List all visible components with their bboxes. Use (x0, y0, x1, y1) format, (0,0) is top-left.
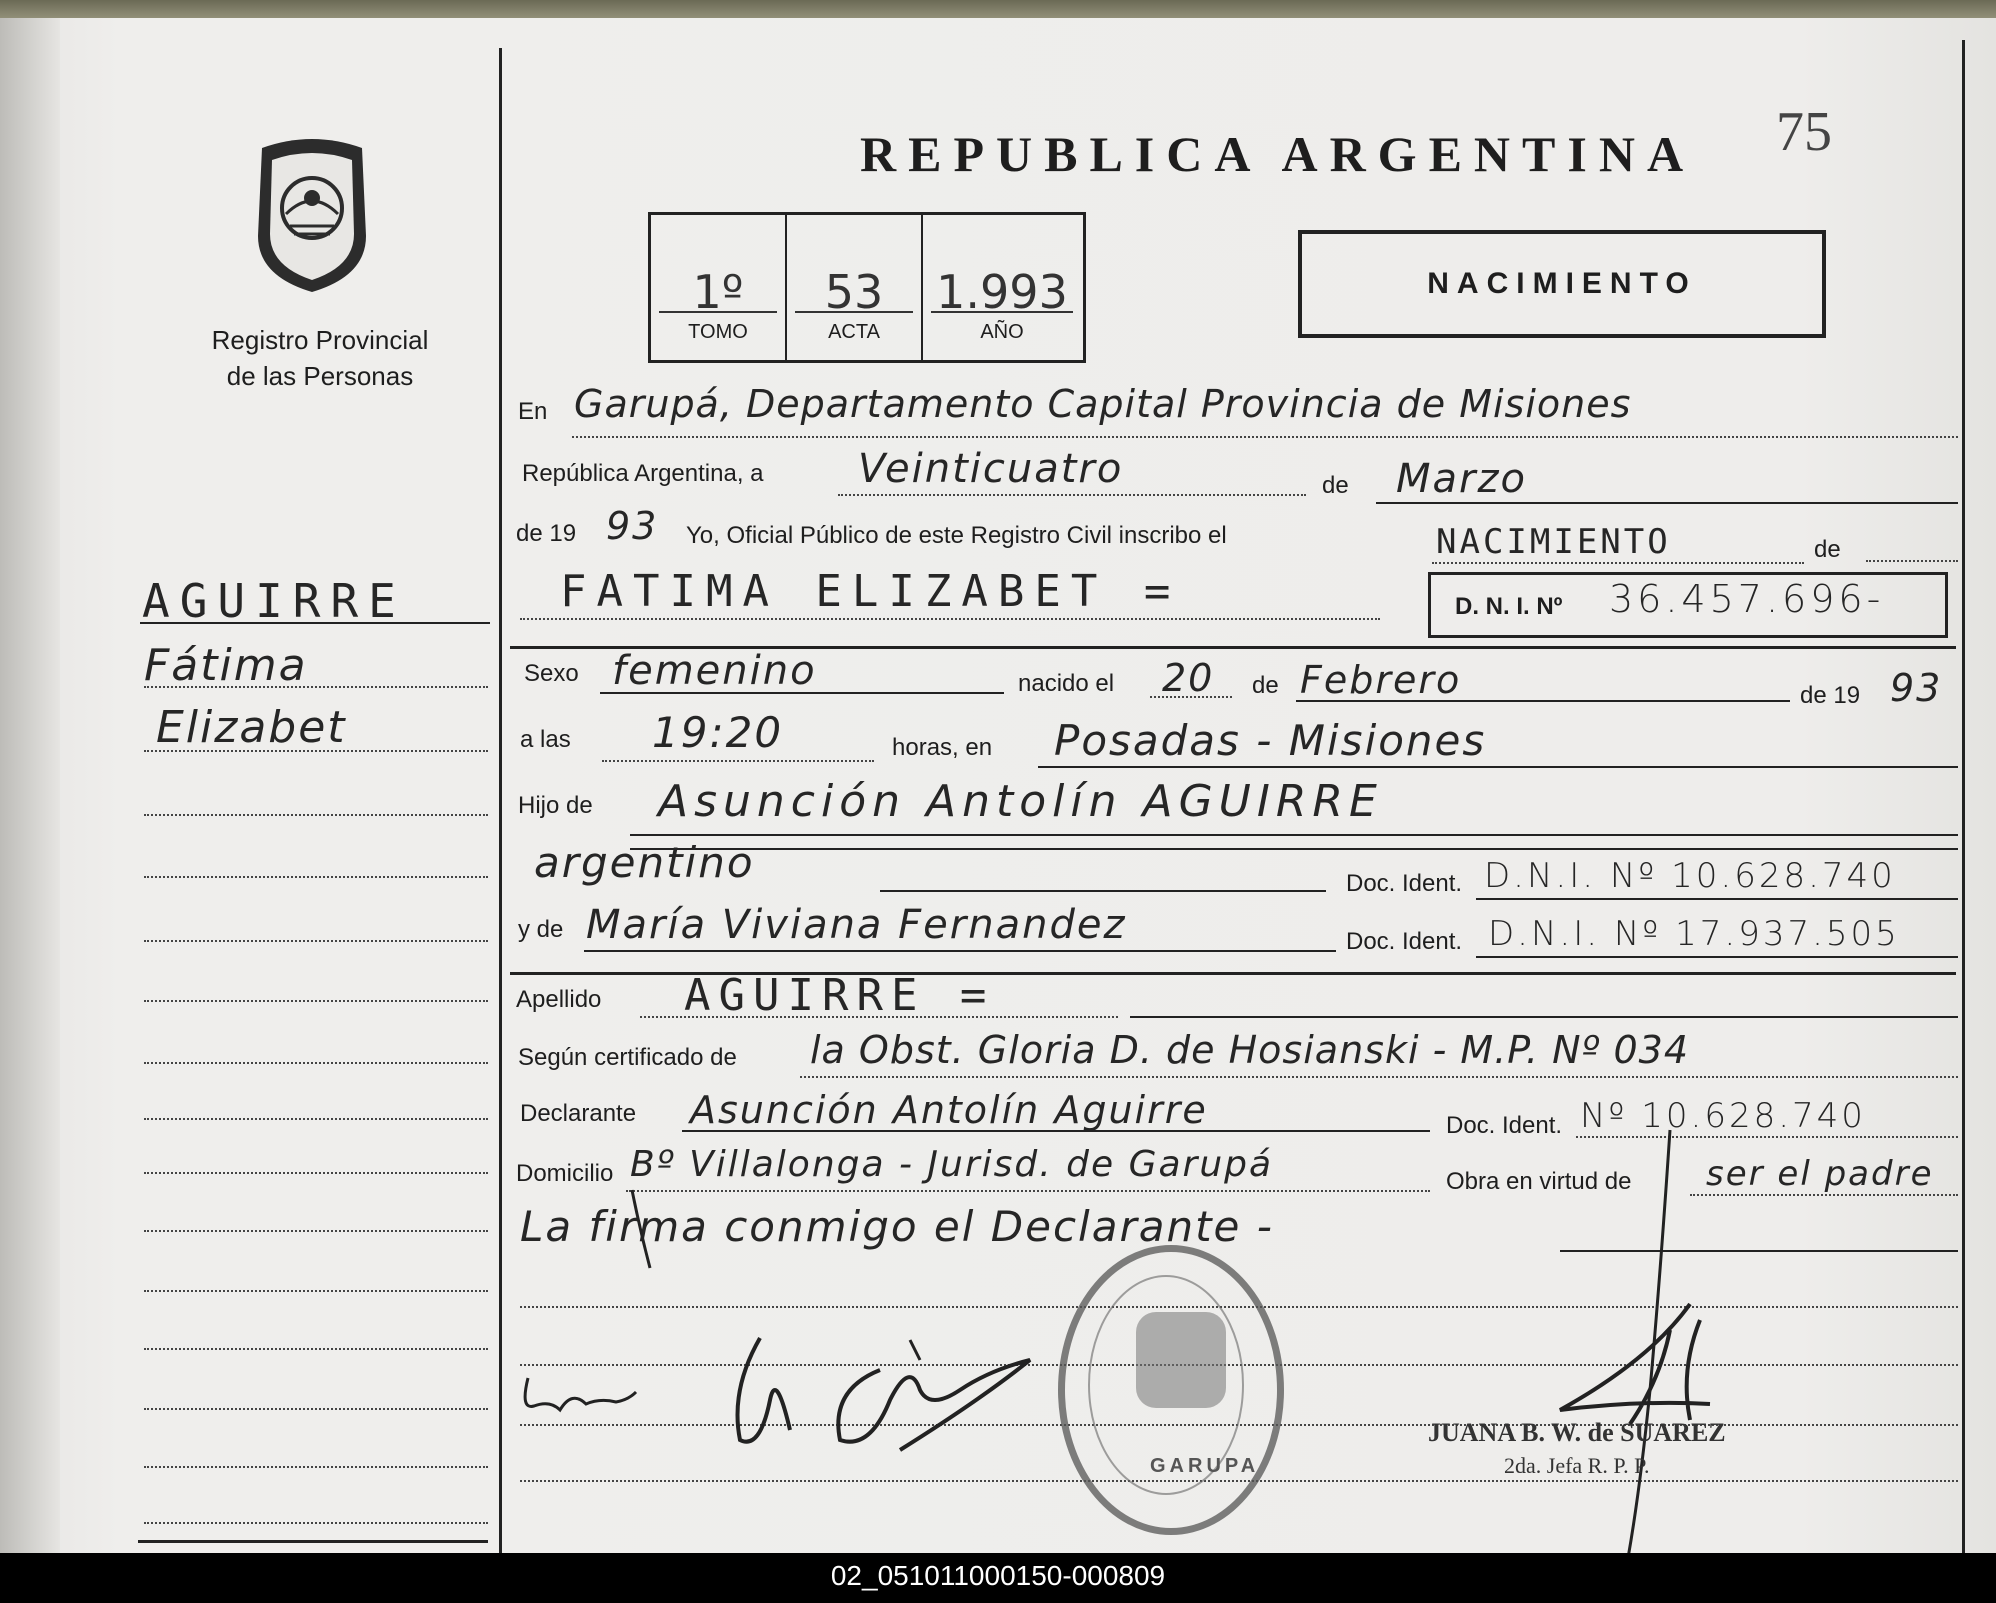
en-label: En (518, 398, 548, 425)
record-type-box (1298, 230, 1826, 338)
sidebar-name1: Fátima (144, 640, 308, 691)
child-name-line (520, 618, 1380, 620)
sidebar-line (144, 1348, 488, 1350)
file-id: 02_051011000150-000809 (830, 1560, 1166, 1591)
father-doc: D.N.I. Nº 10.628.740 (1484, 856, 1896, 896)
de-label-1: de (1322, 472, 1349, 499)
stamp-city: GARUPA (1150, 1455, 1260, 1477)
republica-label: República Argentina, a (522, 460, 764, 487)
doc3-label: Doc. Ident. (1446, 1112, 1563, 1139)
birth-year: 93 (1890, 666, 1943, 710)
inscribo-line (1432, 562, 1804, 564)
tomo-cell (651, 215, 787, 360)
place-value: Garupá, Departamento Capital Provincia de Misiones (574, 382, 1632, 426)
sidebar-line (144, 876, 488, 878)
obra-value: ser el padre (1706, 1154, 1934, 1194)
de19-label: de 19 (516, 520, 577, 547)
tomo-label: TOMO (688, 321, 748, 343)
obra-line (1690, 1194, 1958, 1196)
day-line (838, 494, 1306, 496)
de-label-2: de (1814, 536, 1841, 563)
hijo-label: Hijo de (518, 792, 593, 819)
apellido-value: AGUIRRE = (684, 970, 995, 1021)
registry-name (150, 322, 490, 394)
declarante-label: Declarante (520, 1100, 637, 1127)
apellido-label: Apellido (516, 986, 602, 1013)
father-name-line-2 (630, 848, 1958, 850)
stamp-seal-icon (1136, 1312, 1226, 1408)
sidebar-line (144, 1290, 488, 1292)
sidebar-surname-rule (140, 622, 490, 624)
sidebar-name2: Elizabet (156, 702, 347, 753)
nacido-label: nacido el (1018, 670, 1115, 697)
remark-value: La firma conmigo el Declarante - (520, 1202, 1274, 1251)
sexo-label: Sexo (524, 660, 579, 687)
birth-place: Posadas - Misiones (1054, 716, 1487, 765)
mother-doc-line (1476, 956, 1958, 958)
sexo-value: femenino (612, 648, 817, 694)
dni-box (1428, 572, 1948, 638)
tomo-value: 1º (692, 265, 744, 319)
declarante-doc: Nº 10.628.740 (1580, 1096, 1866, 1136)
tomo-rule (659, 311, 777, 313)
anio-label: AÑO (980, 321, 1024, 343)
certificate-value: la Obst. Gloria D. de Hosianski - M.P. Nº 034 (810, 1028, 1690, 1072)
mother-doc: D.N.I. Nº 17.937.505 (1488, 914, 1900, 954)
declarante-value: Asunción Antolín Aguirre (690, 1088, 1208, 1132)
birth-month-line (1296, 700, 1790, 702)
certificate-line (800, 1076, 1958, 1078)
doc1-label: Doc. Ident. (1346, 870, 1463, 897)
domicilio-label: Domicilio (516, 1160, 614, 1187)
page-title: REPUBLICA ARGENTINA (860, 126, 1696, 182)
birth-time-line (602, 760, 874, 762)
sexo-line (600, 692, 1004, 694)
declarante-line (682, 1130, 1430, 1132)
domicilio-value: Bº Villalonga - Jurisd. de Garupá (630, 1144, 1274, 1185)
column-divider (499, 48, 502, 1553)
dni-label: D. N. I. Nº (1455, 593, 1563, 620)
place-line (572, 436, 1958, 438)
sidebar-line (144, 1062, 488, 1064)
folio-number: 75 (1776, 101, 1832, 163)
de19b-label: de 19 (1800, 682, 1861, 709)
birth-day: 20 (1162, 656, 1215, 700)
anio-rule (931, 311, 1073, 313)
sidebar-line (144, 1000, 488, 1002)
sidebar-line (144, 1408, 488, 1410)
right-border (1962, 40, 1965, 1553)
signatory-name: JUANA B. W. de SUAREZ (1428, 1418, 1726, 1447)
record-type-label: NACIMIENTO (1427, 267, 1697, 300)
signatory-title: 2da. Jefa R. P. P. (1504, 1453, 1650, 1478)
file-id-bar (0, 1553, 1996, 1603)
sidebar-line (144, 940, 488, 942)
acta-cell (787, 215, 923, 360)
domicilio-line (626, 1190, 1430, 1192)
sidebar-line (144, 686, 488, 688)
de-label-3: de (1252, 672, 1279, 699)
sidebar-line (144, 750, 488, 752)
apellido-line (640, 1016, 1118, 1018)
segun-label: Según certificado de (518, 1044, 737, 1071)
obra-label: Obra en virtud de (1446, 1168, 1632, 1195)
record-id-box (648, 212, 1086, 363)
anio-cell (923, 215, 1081, 360)
day-value: Veinticuatro (858, 446, 1124, 492)
sidebar-bottom-rule (138, 1540, 488, 1543)
mother-name: María Viviana Fernandez (586, 902, 1127, 948)
alas-label: a las (520, 726, 571, 753)
declarant-signature (520, 1370, 640, 1420)
father-name-line (630, 834, 1958, 836)
de-line-2 (1866, 560, 1958, 562)
sidebar-line (144, 1118, 488, 1120)
inscribo-value: NACIMIENTO (1436, 522, 1671, 562)
birth-place-line (1038, 766, 1958, 768)
acta-rule (795, 311, 913, 313)
birth-time: 19:20 (652, 708, 784, 757)
misiones-seal-icon (246, 136, 378, 294)
horas-label: horas, en (892, 734, 993, 761)
father-name: Asunción Antolín AGUIRRE (658, 776, 1383, 827)
vertical-pen-stroke (1620, 1130, 1680, 1560)
page-gutter (0, 18, 60, 1553)
registry-line1: Registro Provincial (211, 325, 429, 355)
anio-value: 1.993 (936, 265, 1068, 319)
witness-signature (720, 1330, 1040, 1460)
birth-month: Febrero (1300, 658, 1462, 702)
month-line (1376, 502, 1958, 504)
month-value: Marzo (1396, 456, 1527, 502)
dni-value: 36.457.696- (1609, 577, 1885, 621)
yde-label: y de (518, 916, 564, 943)
sidebar-line (144, 1466, 488, 1468)
sidebar-line (144, 1172, 488, 1174)
nationality-line (880, 890, 1326, 892)
year-value: 93 (606, 504, 659, 548)
registry-line2: de las Personas (226, 361, 414, 391)
mother-name-line (584, 950, 1336, 952)
vertical-pen-stroke-2 (620, 1190, 660, 1270)
sidebar-surname: AGUIRRE (142, 574, 406, 628)
acta-label: ACTA (828, 321, 880, 343)
father-doc-line (1476, 898, 1958, 900)
acta-value: 53 (824, 265, 884, 319)
yo-text: Yo, Oficial Público de este Registro Civil inscribo el (686, 522, 1227, 549)
child-name: FATIMA ELIZABET = (560, 566, 1181, 617)
father-nationality: argentino (534, 838, 755, 887)
birth-day-line (1150, 696, 1232, 698)
sidebar-line (144, 814, 488, 816)
sidebar-line (144, 1522, 488, 1524)
apellido-line-2 (1130, 1016, 1958, 1018)
doc2-label: Doc. Ident. (1346, 928, 1463, 955)
sidebar-line (144, 1230, 488, 1232)
